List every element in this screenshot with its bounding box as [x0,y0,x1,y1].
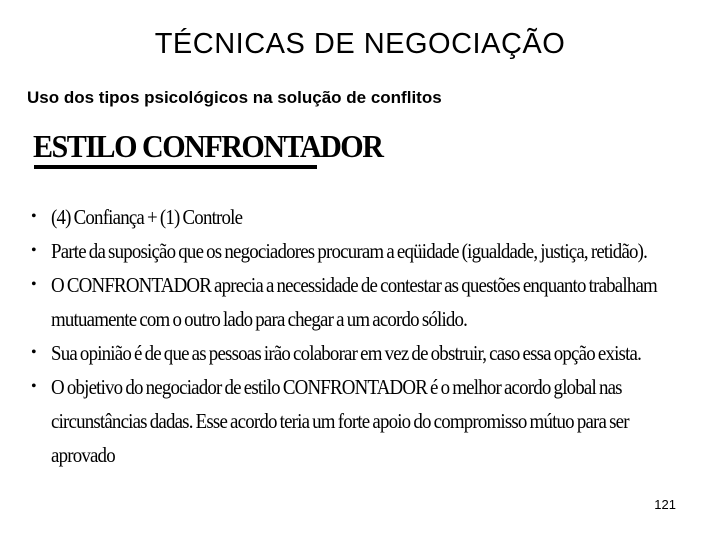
bullet-icon: • [31,378,36,395]
bullet-line: Sua opinião é de que as pessoas irão colaborar em vez de obstruir, caso essa opção exista. [51,341,642,365]
bullet-line: aprovado [51,443,115,467]
bullet-list [28,200,678,472]
bullet-line: (4) Confiança + (1) Controle [51,205,243,229]
scan-heading: ESTILO CONFRONTADOR [33,128,383,164]
bullet-line: O CONFRONTADOR aprecia a necessidade de contestar as questões enquanto trabalham [51,273,657,297]
bullet-icon: • [31,276,36,293]
bullet-item [28,336,678,370]
bullet-line: mutuamente com o outro lado para chegar a um acordo sólido. [51,307,468,331]
bullet-icon: • [31,242,36,259]
bullet-line: circunstâncias dadas. Esse acordo teria um forte apoio do compromisso mútuo para ser [51,409,629,433]
bullet-line: O objetivo do negociador de estilo CONFRONTADOR é o melhor acordo global nas [51,375,622,399]
bullet-item [28,234,678,268]
slide-subtitle: Uso dos tipos psicológicos na solução de conflitos [27,88,442,107]
page-number: 121 [654,497,676,512]
heading-underline [34,165,317,169]
bullet-icon: • [31,344,36,361]
bullet-item [28,200,678,234]
bullet-line: Parte da suposição que os negociadores procuram a eqüidade (igualdade, justiça, retidão). [51,239,648,263]
bullet-item [28,370,678,472]
bullet-item [28,268,678,336]
slide-title: TÉCNICAS DE NEGOCIAÇÃO [154,28,566,60]
scanned-text-image [28,122,678,472]
bullet-icon: • [31,208,36,225]
